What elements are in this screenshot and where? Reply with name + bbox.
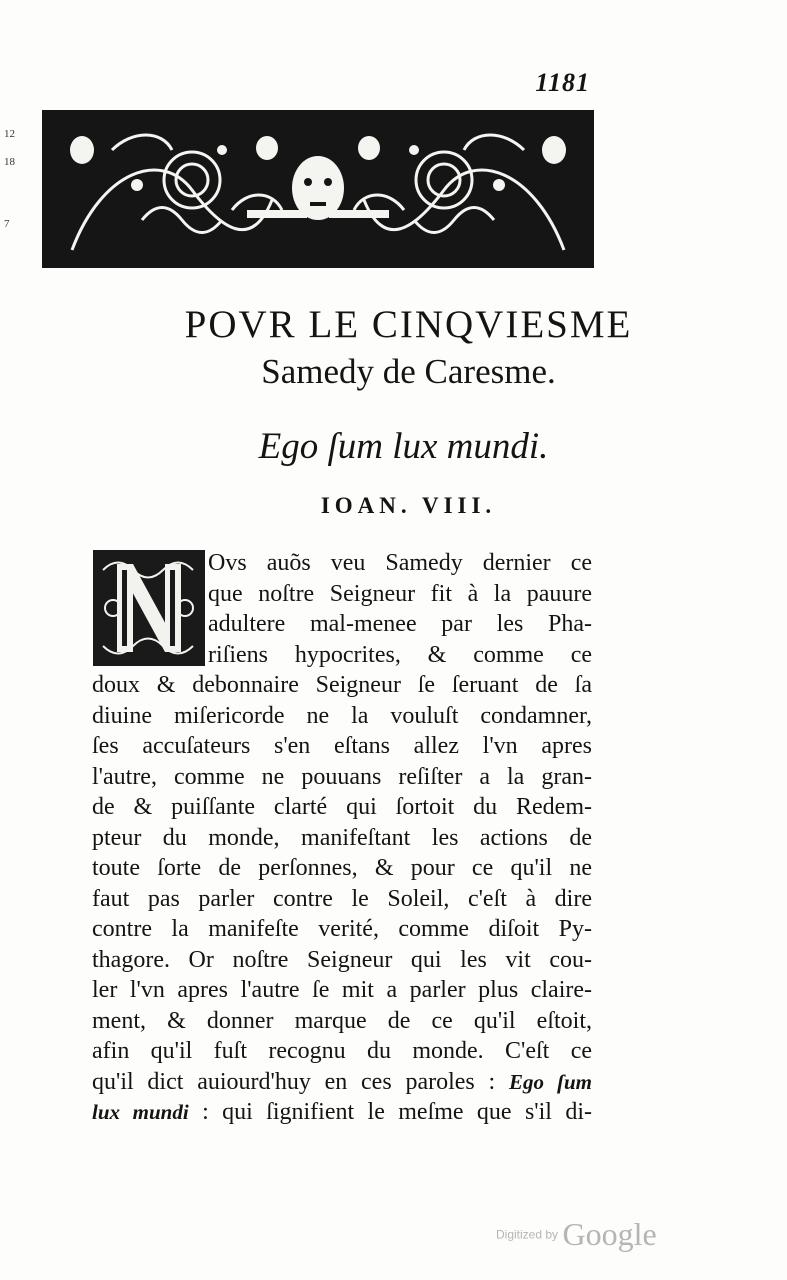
ornamental-headpiece (42, 110, 594, 268)
text-line: riſiens hypocrites, & comme ce (208, 641, 592, 668)
text-line (92, 1097, 592, 1128)
page-number: 1181 (535, 68, 590, 97)
text-line: doux & debonnaire Seigneur ſe ſeruant de ſa (92, 672, 592, 698)
latin-epigraph: Ego ſum lux mundi. (258, 426, 549, 467)
text-line: Ovs auõs veu Samedy dernier ce (208, 550, 592, 576)
text-line (92, 1067, 592, 1098)
margin-annotations (0, 120, 20, 1220)
text-line: de & puiſſante clarté qui ſortoit du Redem- (92, 794, 592, 820)
text-line: ler l'vn apres l'autre ſe mit a parler plus claire- (92, 977, 592, 1003)
text-line: contre la manifeſte verité, comme diſoit Py- (92, 916, 592, 942)
text-segment: : qui ſignifient le meſme que s'il di- (202, 1099, 593, 1125)
text-line: thagore. Or noſtre Seigneur qui les vit cou- (92, 946, 592, 973)
title-line-1: POVR LE CINQVIESME (184, 303, 633, 346)
text-line: pteur du monde, manifeſtant les actions de (92, 824, 592, 851)
text-line: ſes accuſateurs s'en eſtans allez l'vn apres (92, 733, 592, 759)
text-line: que noſtre Seigneur fit à la pauure (208, 580, 592, 607)
text-line: diuine miſericorde ne la vouluſt condamner, (92, 702, 592, 729)
text-line: toute ſorte de perſonnes, & pour ce qu'il ne (92, 855, 592, 881)
margin-mark: 7 (4, 218, 10, 230)
margin-mark: 12 (4, 128, 15, 140)
google-wordmark: Google (562, 1216, 657, 1252)
digitized-by-label: Digitized by (496, 1227, 559, 1242)
text-line: adultere mal-menee par les Pha- (208, 611, 592, 637)
text-line: ment, & donner marque de ce qu'il eſtoit, (92, 1007, 592, 1034)
text-line: afin qu'il fuſt recognu du monde. C'eſt ce (92, 1038, 592, 1064)
text-line: faut pas parler contre le Soleil, c'eſt à dire (92, 885, 592, 912)
text-line: l'autre, comme ne pouuans reſiſter a la gran- (92, 763, 592, 790)
latin-phrase: Ego ſum (508, 1069, 593, 1094)
sermon-body-text (92, 548, 592, 1128)
scripture-reference: IOAN. VIII. (320, 493, 497, 518)
text-segment: qu'il dict auiourd'huy en ces paroles : (92, 1068, 496, 1095)
latin-phrase: lux mundi (92, 1100, 189, 1124)
title-line-2: Samedy de Caresme. (261, 352, 556, 391)
margin-mark: 18 (4, 156, 15, 168)
digitized-by-google-watermark (496, 1216, 657, 1253)
